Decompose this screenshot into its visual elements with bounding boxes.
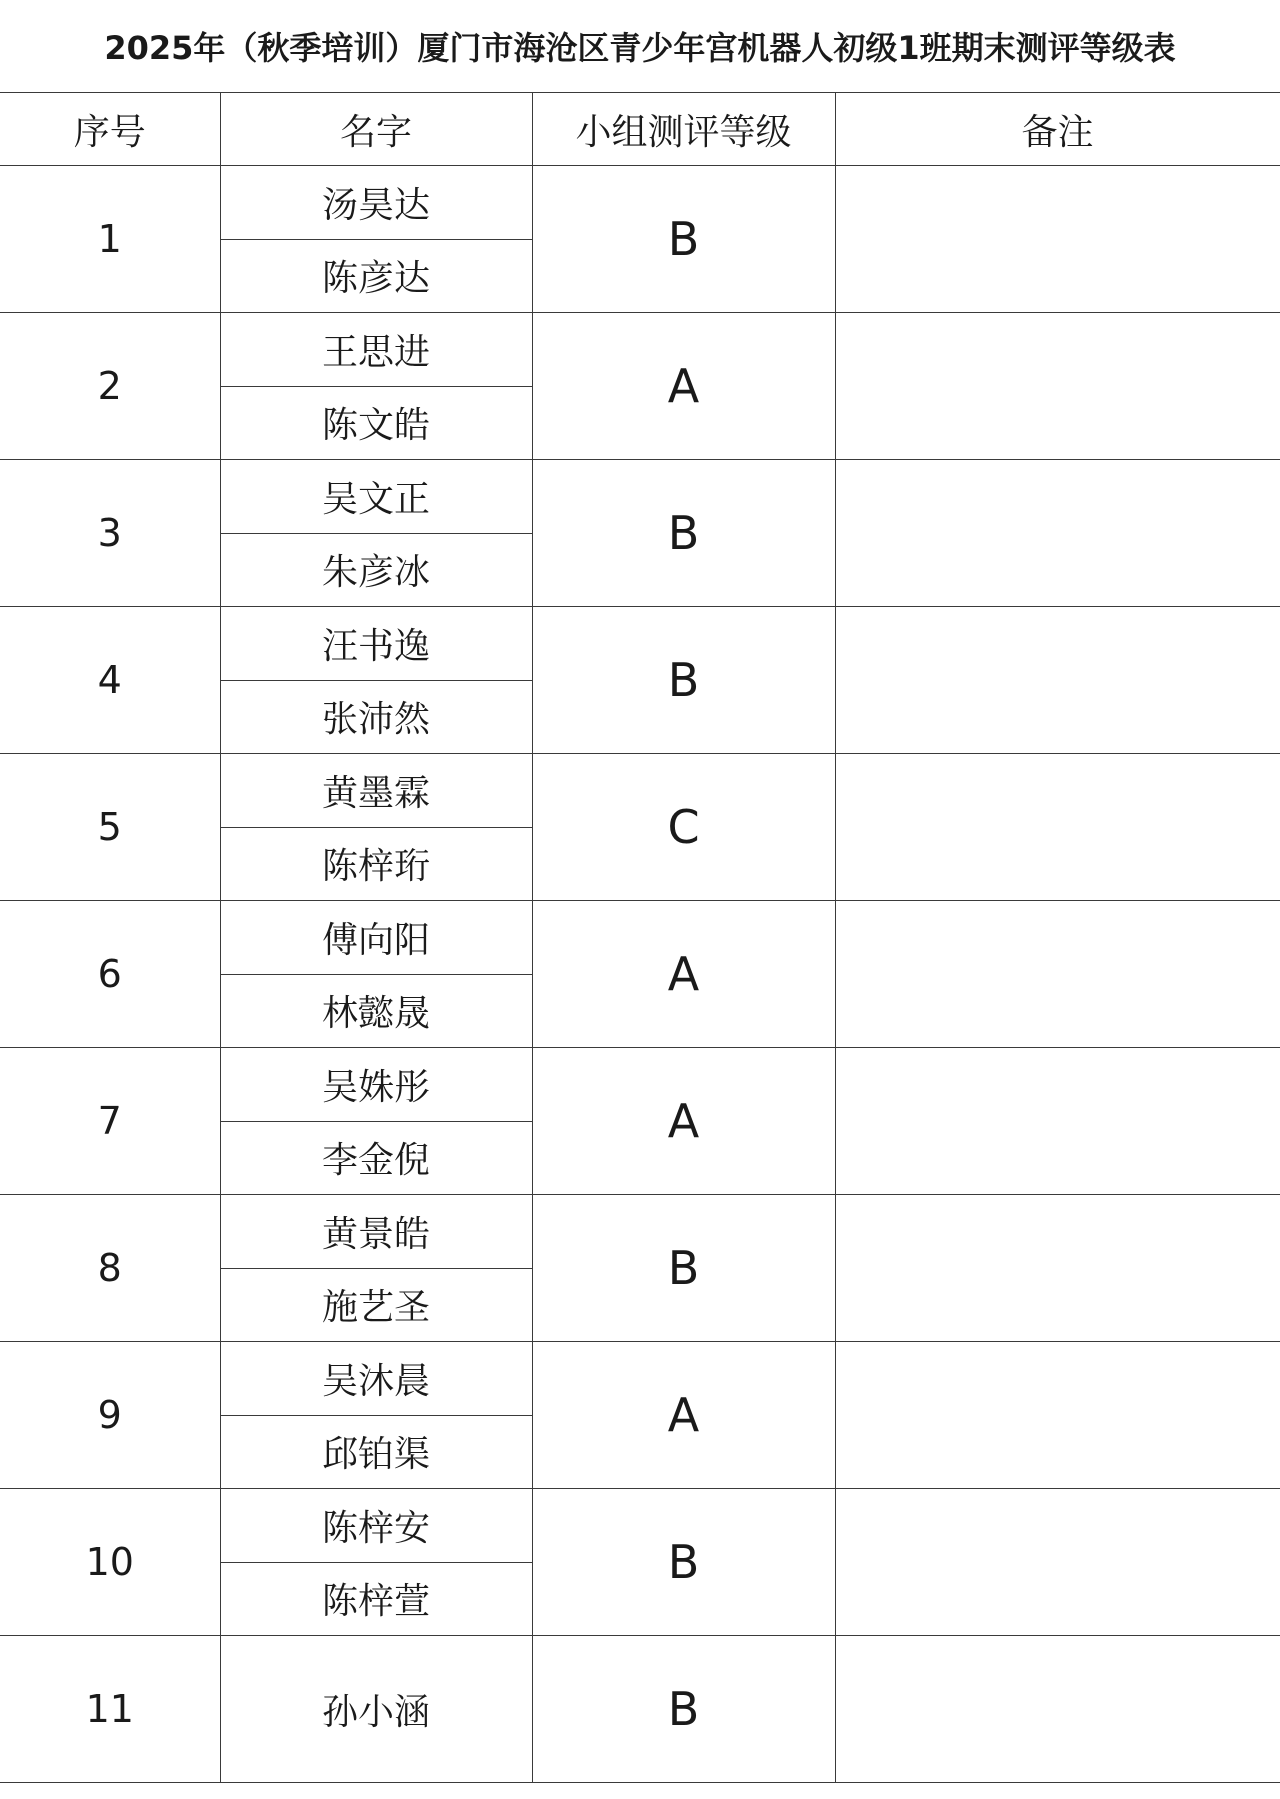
cell-name: 李金倪 — [220, 1121, 532, 1195]
cell-grade: B — [532, 1195, 835, 1342]
cell-name: 王思进 — [220, 313, 532, 387]
cell-name: 陈梓安 — [220, 1489, 532, 1563]
cell-name: 黄墨霖 — [220, 754, 532, 828]
cell-note — [835, 1195, 1280, 1342]
table-row — [0, 313, 1280, 387]
cell-note — [835, 607, 1280, 754]
cell-grade: B — [532, 166, 835, 313]
cell-name: 陈彦达 — [220, 239, 532, 313]
cell-index: 11 — [0, 1636, 220, 1783]
cell-grade: B — [532, 1489, 835, 1636]
table-row — [0, 1195, 1280, 1269]
cell-note — [835, 1048, 1280, 1195]
cell-name: 吴文正 — [220, 460, 532, 534]
cell-note — [835, 901, 1280, 1048]
cell-grade: A — [532, 901, 835, 1048]
cell-name: 陈文皓 — [220, 386, 532, 460]
cell-index: 8 — [0, 1195, 220, 1342]
grade-table — [0, 92, 1280, 1783]
cell-name: 黄景皓 — [220, 1195, 532, 1269]
table-row — [0, 901, 1280, 975]
header-name: 名字 — [220, 93, 532, 166]
cell-grade: B — [532, 607, 835, 754]
cell-name: 吴姝彤 — [220, 1048, 532, 1122]
cell-name: 傅向阳 — [220, 901, 532, 975]
cell-note — [835, 1342, 1280, 1489]
cell-name: 林懿晟 — [220, 974, 532, 1048]
cell-name: 汤昊达 — [220, 166, 532, 240]
table-row — [0, 166, 1280, 240]
cell-note — [835, 166, 1280, 313]
table-row — [0, 1489, 1280, 1563]
header-row — [0, 93, 1280, 166]
cell-name: 邱铂渠 — [220, 1415, 532, 1489]
cell-grade: C — [532, 754, 835, 901]
cell-grade: B — [532, 1636, 835, 1783]
cell-name: 朱彦冰 — [220, 533, 532, 607]
header-index: 序号 — [0, 93, 220, 166]
cell-name: 陈梓萱 — [220, 1562, 532, 1636]
page-title: 2025年（秋季培训）厦门市海沧区青少年宫机器人初级1班期末测评等级表 — [104, 29, 1176, 67]
table-body — [0, 166, 1280, 1783]
cell-note — [835, 313, 1280, 460]
cell-name: 陈梓珩 — [220, 827, 532, 901]
cell-index: 7 — [0, 1048, 220, 1195]
cell-grade: A — [532, 313, 835, 460]
cell-index: 4 — [0, 607, 220, 754]
cell-note — [835, 1489, 1280, 1636]
header-grade: 小组测评等级 — [532, 93, 835, 166]
cell-grade: A — [532, 1342, 835, 1489]
table-row — [0, 460, 1280, 534]
cell-note — [835, 460, 1280, 607]
cell-index: 2 — [0, 313, 220, 460]
cell-index: 10 — [0, 1489, 220, 1636]
cell-index: 9 — [0, 1342, 220, 1489]
cell-name: 张沛然 — [220, 680, 532, 754]
cell-index: 5 — [0, 754, 220, 901]
table-row — [0, 607, 1280, 681]
cell-index: 6 — [0, 901, 220, 1048]
cell-name: 吴沐晨 — [220, 1342, 532, 1416]
table-row — [0, 754, 1280, 828]
cell-grade: B — [532, 460, 835, 607]
table-row — [0, 1048, 1280, 1122]
cell-note — [835, 1636, 1280, 1783]
cell-name: 汪书逸 — [220, 607, 532, 681]
cell-index: 1 — [0, 166, 220, 313]
cell-index: 3 — [0, 460, 220, 607]
cell-note — [835, 754, 1280, 901]
table-row — [0, 1636, 1280, 1783]
cell-grade: A — [532, 1048, 835, 1195]
header-note: 备注 — [835, 93, 1280, 166]
cell-name: 孙小涵 — [220, 1636, 532, 1783]
table-row — [0, 1342, 1280, 1416]
cell-name: 施艺圣 — [220, 1268, 532, 1342]
